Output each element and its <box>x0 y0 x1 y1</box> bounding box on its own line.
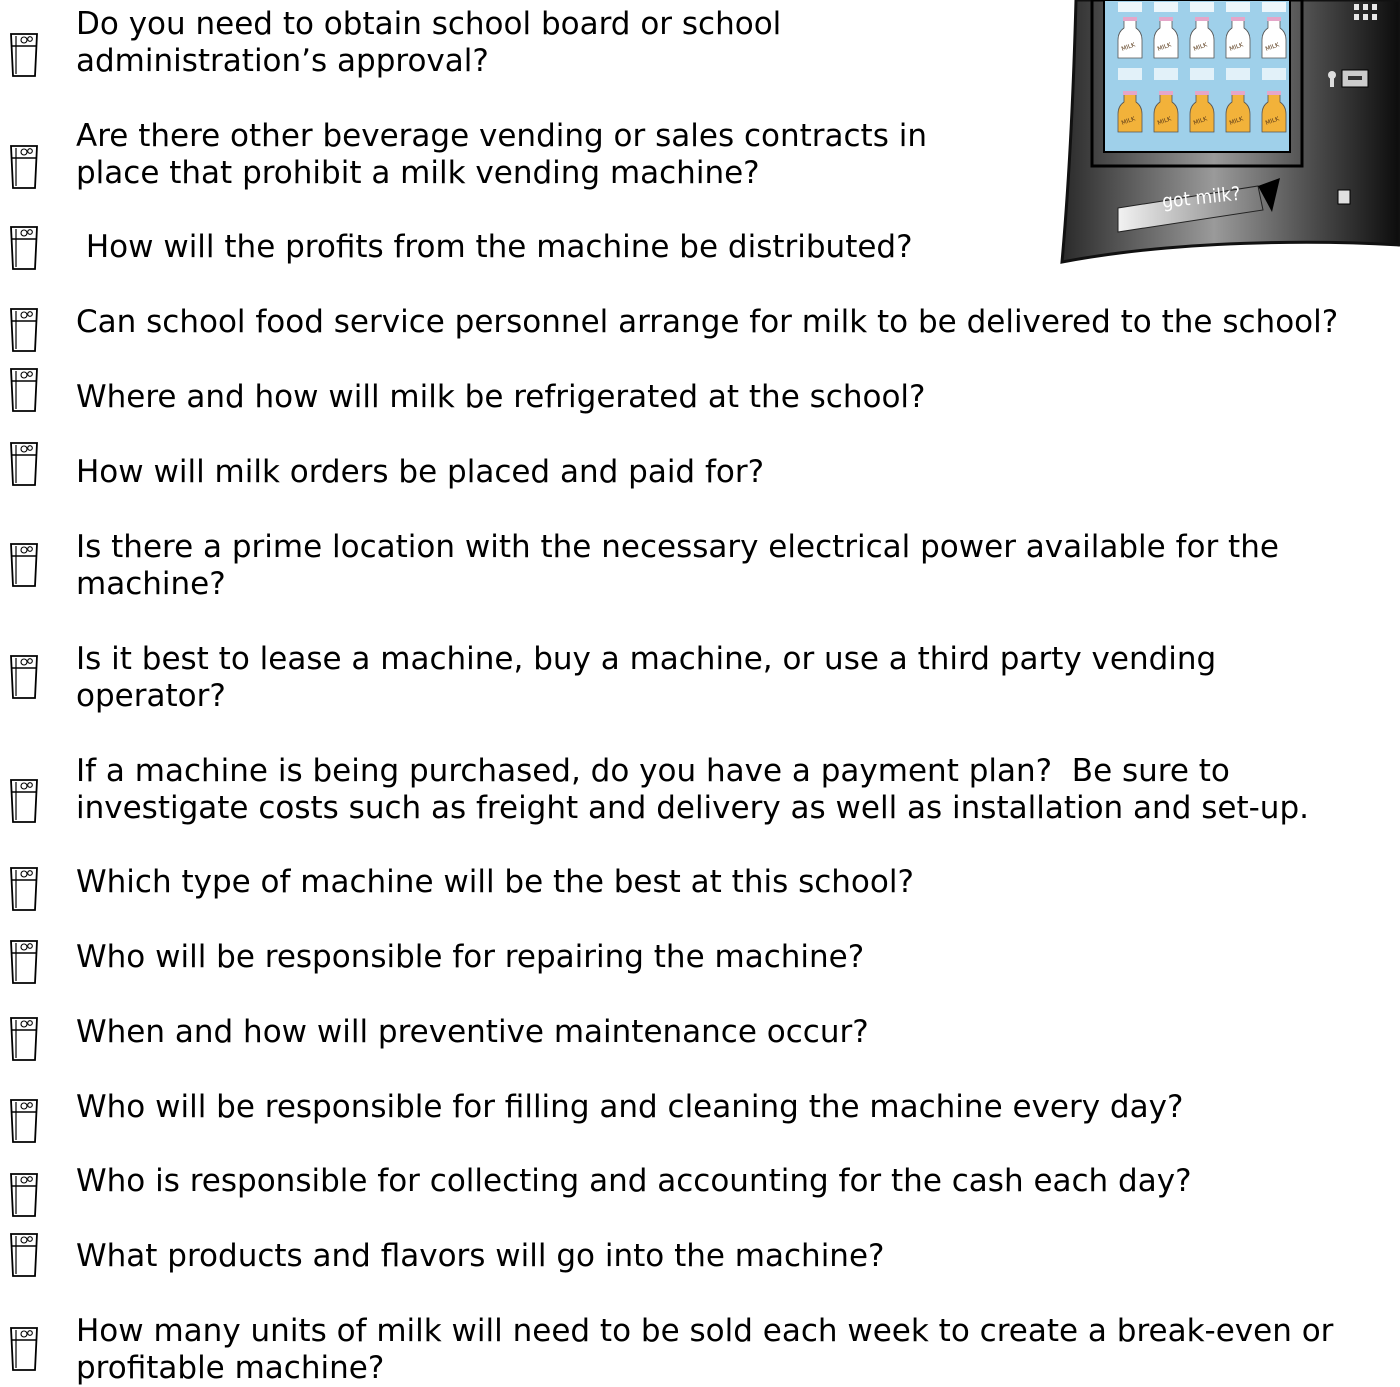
svg-text:MILK: MILK <box>1156 115 1173 127</box>
question-line: Who will be responsible for repairing the machine? <box>76 939 865 975</box>
question-line: Who will be responsible for filling and cleaning the machine every day? <box>76 1089 1184 1125</box>
milk-glass-icon <box>9 441 39 487</box>
question-line: administration’s approval? <box>76 43 489 79</box>
svg-text:MILK: MILK <box>1264 115 1281 127</box>
question-text <box>76 529 1400 603</box>
question-text <box>76 753 1400 827</box>
svg-text:MILK: MILK <box>1264 41 1281 53</box>
svg-text:MILK: MILK <box>1228 41 1245 53</box>
question-line: operator? <box>76 678 226 714</box>
question-text <box>76 1238 1400 1275</box>
milk-glass-icon <box>9 866 39 912</box>
question-line: Which type of machine will be the best at this school? <box>76 864 914 900</box>
question-text <box>76 304 1400 341</box>
question-line: Is it best to lease a machine, buy a machine, or use a third party vending <box>76 641 1217 677</box>
question-text <box>76 641 1400 715</box>
question-line: Are there other beverage vending or sales contracts in <box>76 118 927 154</box>
question-line: If a machine is being purchased, do you have a payment plan? Be sure to <box>76 753 1230 789</box>
svg-text:MILK: MILK <box>1156 41 1173 53</box>
question-text <box>76 379 1400 416</box>
question-line: investigate costs such as freight and delivery as well as installation and set-up. <box>76 790 1309 826</box>
milk-glass-icon <box>9 939 39 985</box>
question-line: How will milk orders be placed and paid for? <box>76 454 765 490</box>
question-text <box>76 454 1400 491</box>
milk-glass-icon <box>9 1016 39 1062</box>
question-text <box>76 1014 1400 1051</box>
return-slot <box>1338 190 1350 204</box>
milk-glass-icon <box>9 367 39 413</box>
milk-glass-icon <box>9 1172 39 1218</box>
slogan-text: got milk? <box>1161 182 1242 213</box>
milk-glass-icon <box>9 307 39 353</box>
question-line: machine? <box>76 566 226 602</box>
milk-glass-icon <box>9 225 39 271</box>
question-text <box>76 1163 1400 1200</box>
question-text <box>76 939 1400 976</box>
question-line: Can school food service personnel arrange for milk to be delivered to the school? <box>76 304 1339 340</box>
question-line: When and how will preventive maintenance occur? <box>76 1014 869 1050</box>
question-line: Is there a prime location with the necessary electrical power available for the <box>76 529 1279 565</box>
milk-glass-icon <box>9 1232 39 1278</box>
milk-glass-icon <box>9 778 39 824</box>
milk-glass-icon <box>9 542 39 588</box>
svg-text:MILK: MILK <box>1192 115 1209 127</box>
question-text <box>76 864 1400 901</box>
question-line: Where and how will milk be refrigerated at the school? <box>76 379 926 415</box>
vending-machine-illustration <box>1058 0 1400 270</box>
svg-text:MILK: MILK <box>1228 115 1245 127</box>
question-line: What products and flavors will go into the machine? <box>76 1238 885 1274</box>
milk-glass-icon <box>9 1326 39 1372</box>
question-line: place that prohibit a milk vending machine? <box>76 155 760 191</box>
svg-text:MILK: MILK <box>1120 115 1137 127</box>
coin-slot <box>1328 70 1368 87</box>
question-line: Who is responsible for collecting and accounting for the cash each day? <box>76 1163 1192 1199</box>
svg-text:MILK: MILK <box>1120 41 1137 53</box>
milk-glass-icon <box>9 654 39 700</box>
question-text <box>76 1089 1400 1126</box>
milk-glass-icon <box>9 1098 39 1144</box>
question-line: How many units of milk will need to be sold each week to create a break-even or <box>76 1313 1334 1349</box>
question-line: Do you need to obtain school board or school <box>76 6 782 42</box>
question-line: profitable machine? <box>76 1350 385 1386</box>
milk-glass-icon <box>9 32 39 78</box>
milk-glass-icon <box>9 144 39 190</box>
question-line: How will the profits from the machine be distributed? <box>76 229 913 265</box>
svg-text:MILK: MILK <box>1192 41 1209 53</box>
question-text <box>76 1313 1400 1387</box>
